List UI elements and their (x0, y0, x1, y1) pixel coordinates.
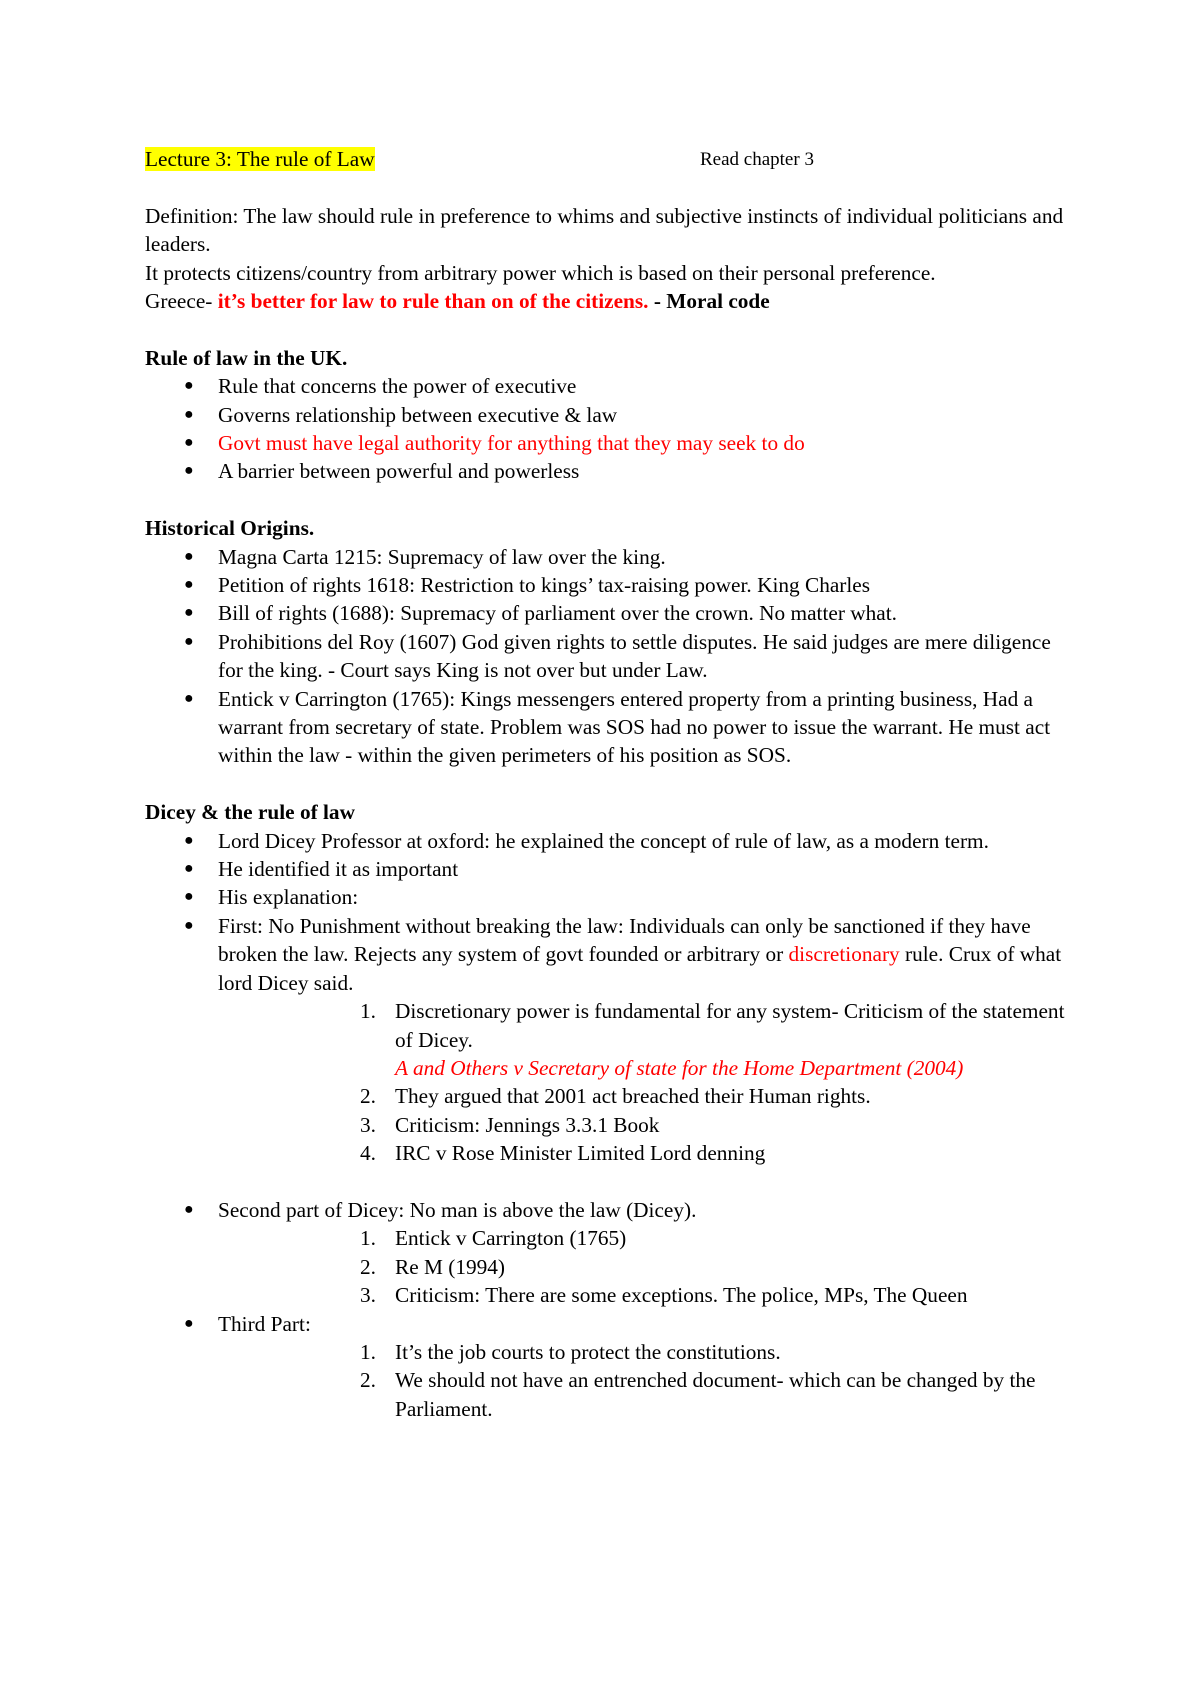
lecture-title: Lecture 3: The rule of Law (145, 147, 375, 171)
bullet-icon: ● (184, 689, 194, 707)
list-item-text: Entick v Carrington (1765): Kings messengers entered property from a printing business, Had a warrant from secretary of state. Problem was SOS had no power to issue the warrant. He must act within the law - within the given perimeters of his position as SOS. (218, 686, 1051, 768)
sublist-text: IRC v Rose Minister Limited Lord denning (395, 1141, 766, 1166)
list-item-text: Magna Carta 1215: Supremacy of law over the king. (218, 544, 666, 569)
bullet-icon: ● (184, 888, 194, 906)
origins-heading: Historical Origins. (145, 516, 315, 541)
list-item (145, 599, 1065, 627)
first-part-sublist (145, 997, 1065, 1167)
list-item (145, 429, 1065, 457)
sublist-text: Re M (1994) (395, 1254, 506, 1279)
second-part-text: Second part of Dicey: No man is above the law (Dicey). (218, 1197, 697, 1222)
bullet-icon: ● (184, 405, 194, 423)
item-number: 2. (360, 1368, 376, 1393)
sublist-text: It’s the job courts to protect the constitutions. (395, 1339, 781, 1364)
sublist-item (145, 1082, 1065, 1110)
sublist-item (145, 1139, 1065, 1167)
bullet-icon: ● (184, 632, 194, 650)
dicey-third-list (145, 1310, 1065, 1338)
bullet-icon: ● (184, 604, 194, 622)
item-number: 2. (360, 1084, 376, 1109)
sublist-text: We should not have an entrenched document- which can be changed by the Parliament. (395, 1368, 1036, 1421)
list-item-text: Prohibitions del Roy (1607) God given rights to settle disputes. He said judges are mere diligence for the king. - Court says King is not over but under Law. (218, 629, 1051, 683)
second-part-sublist (145, 1224, 1065, 1309)
bullet-icon: ● (184, 377, 194, 395)
bullet-icon: ● (184, 860, 194, 878)
list-item-text: He identified it as important (218, 857, 459, 882)
list-item (145, 685, 1065, 770)
bullet-icon: ● (184, 462, 194, 480)
uk-heading: Rule of law in the UK. (145, 345, 348, 370)
list-item-text: A barrier between powerful and powerless (218, 459, 580, 484)
bullet-icon: ● (184, 1200, 194, 1218)
sublist-item (145, 1111, 1065, 1139)
uk-list (145, 372, 1065, 486)
list-item-text: Governs relationship between executive & law (218, 402, 618, 427)
list-item-text: Govt must have legal authority for anything that they may seek to do (218, 431, 805, 456)
dicey-heading: Dicey & the rule of law (145, 800, 355, 825)
document-content (145, 145, 1065, 1423)
list-item-third-part (145, 1310, 1065, 1338)
dicey-list (145, 827, 1065, 997)
greece-highlight: it’s better for law to rule than on of the citizens. (217, 289, 649, 313)
list-item-text: Bill of rights (1688): Supremacy of parliament over the crown. No matter what. (218, 601, 897, 626)
list-item (145, 457, 1065, 485)
definition-text: Definition: The law should rule in preference to whims and subjective instincts of individual politicians and leaders. (145, 203, 1064, 257)
list-item (145, 883, 1065, 911)
discretionary-word: discretionary (788, 942, 900, 967)
sublist-text: They argued that 2001 act breached their Human rights. (395, 1084, 871, 1109)
sublist-item (145, 1281, 1065, 1309)
greece-line (145, 287, 1065, 315)
bullet-icon: ● (184, 916, 194, 934)
list-item-second-part (145, 1196, 1065, 1224)
dicey-second-list (145, 1196, 1065, 1224)
item-number: 1. (360, 1226, 376, 1251)
item-number: 1. (360, 1339, 376, 1364)
first-part-text: First: No Punishment without breaking the law: Individuals can only be sanctioned if they have broken the law. Rejects any system of govt founded or arbitrary or (218, 913, 1031, 967)
third-part-sublist (145, 1338, 1065, 1423)
protects-text: It protects citizens/country from arbitrary power which is based on their personal preference. (145, 260, 936, 285)
sublist-item (145, 997, 1065, 1082)
origins-list (145, 543, 1065, 770)
sublist-text: Criticism: There are some exceptions. The police, MPs, The Queen (395, 1283, 968, 1308)
list-item-text: Rule that concerns the power of executive (218, 374, 577, 399)
sublist-item (145, 1338, 1065, 1366)
bullet-icon: ● (184, 547, 194, 565)
item-number: 3. (360, 1283, 376, 1308)
list-item-text: Lord Dicey Professor at oxford: he explained the concept of rule of law, as a modern term. (218, 828, 989, 853)
greece-prefix: Greece- (145, 289, 218, 313)
list-item (145, 571, 1065, 599)
list-item (145, 628, 1065, 685)
list-item (145, 543, 1065, 571)
bullet-icon: ● (184, 434, 194, 452)
sublist-text: Entick v Carrington (1765) (395, 1226, 627, 1251)
list-item (145, 827, 1065, 855)
title-line (145, 145, 1065, 173)
list-item (145, 401, 1065, 429)
third-part-text: Third Part: (218, 1311, 311, 1336)
sublist-text: Discretionary power is fundamental for any system- Criticism of the statement of Dicey. (395, 999, 1065, 1052)
read-chapter-note: Read chapter 3 (700, 149, 814, 170)
item-number: 1. (360, 999, 376, 1024)
item-number: 4. (360, 1141, 376, 1166)
list-item-text: His explanation: (218, 885, 359, 910)
sublist-item (145, 1366, 1065, 1423)
item-number: 3. (360, 1112, 376, 1137)
case-citation: A and Others v Secretary of state for the Home Department (2004) (395, 1055, 964, 1080)
bullet-icon: ● (184, 831, 194, 849)
list-item (145, 855, 1065, 883)
item-number: 2. (360, 1254, 376, 1279)
sublist-item (145, 1253, 1065, 1281)
sublist-item (145, 1224, 1065, 1252)
bullet-icon: ● (184, 576, 194, 594)
list-item (145, 372, 1065, 400)
list-item-first-part (145, 912, 1065, 997)
first-part-text-end: rule. Crux of what lord Dicey said. (218, 942, 1062, 995)
list-item-text: Petition of rights 1618: Restriction to kings’ tax-raising power. King Charles (218, 573, 871, 598)
moral-code: - Moral code (648, 289, 770, 313)
bullet-icon: ● (184, 1314, 194, 1332)
sublist-text: Criticism: Jennings 3.3.1 Book (395, 1112, 660, 1137)
